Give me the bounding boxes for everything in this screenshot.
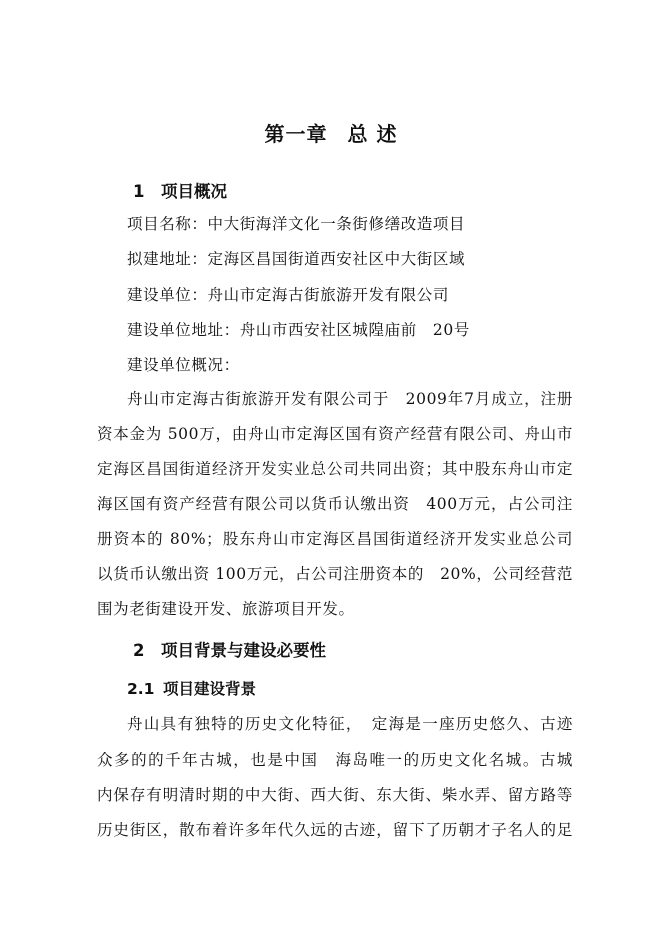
overview-line: 舟山市定海古街旅游开发有限公司于 2009年7月成立，注册 <box>127 390 573 408</box>
background-line: 内保存有明清时期的中大街、西大街、东大街、柴水弄、留方路等 <box>97 786 573 804</box>
builder-line: 建设单位：舟山市定海古街旅游开发有限公司 <box>127 286 450 304</box>
section-1-number: 1 <box>133 182 145 201</box>
chapter-heading: 总 述 <box>347 122 398 146</box>
project-site-line: 拟建地址：定海区昌国街道西安社区中大街区域 <box>127 250 466 268</box>
section-1-heading <box>133 178 227 202</box>
section-2-number: 2 <box>133 641 145 660</box>
section-2-1-number: 2.1 <box>127 680 155 698</box>
overview-line: 以货币认缴出资 100万元，占公司注册资本的 20%，公司经营范 <box>97 565 573 583</box>
overview-line: 围为老街建设开发、旅游项目开发。 <box>97 600 355 618</box>
background-line: 众多的的千年古城，也是中国 海岛唯一的历史文化名城。古城 <box>97 751 573 769</box>
section-2-1-title: 项目建设背景 <box>163 680 257 698</box>
overview-line: 资本金为 500万，由舟山市定海区国有资产经营有限公司、舟山市 <box>97 425 573 443</box>
background-line: 舟山具有独特的历史文化特征， 定海是一座历史悠久、古迹 <box>127 715 573 733</box>
section-2-title: 项目背景与建设必要性 <box>161 641 326 660</box>
chapter-title <box>0 118 662 147</box>
background-line: 历史街区，散布着许多年代久远的古迹，留下了历朝才子名人的足 <box>97 821 573 839</box>
project-name-line: 项目名称：中大街海洋文化一条街修缮改造项目 <box>127 215 466 233</box>
section-2-heading <box>133 637 326 661</box>
overview-line: 定海区昌国街道经济开发实业总公司共同出资；其中股东舟山市定 <box>97 460 573 478</box>
builder-overview-label: 建设单位概况： <box>127 356 240 374</box>
chapter-number: 第一章 <box>264 122 328 146</box>
overview-line: 海区国有资产经营有限公司以货币认缴出资 400万元，占公司注 <box>97 495 573 513</box>
builder-address-line: 建设单位地址：舟山市西安社区城隍庙前 20号 <box>127 321 470 339</box>
overview-line: 册资本的 80%；股东舟山市定海区昌国街道经济开发实业总公司 <box>97 530 573 548</box>
section-2-1-heading <box>127 677 256 699</box>
section-1-title: 项目概况 <box>161 182 227 201</box>
